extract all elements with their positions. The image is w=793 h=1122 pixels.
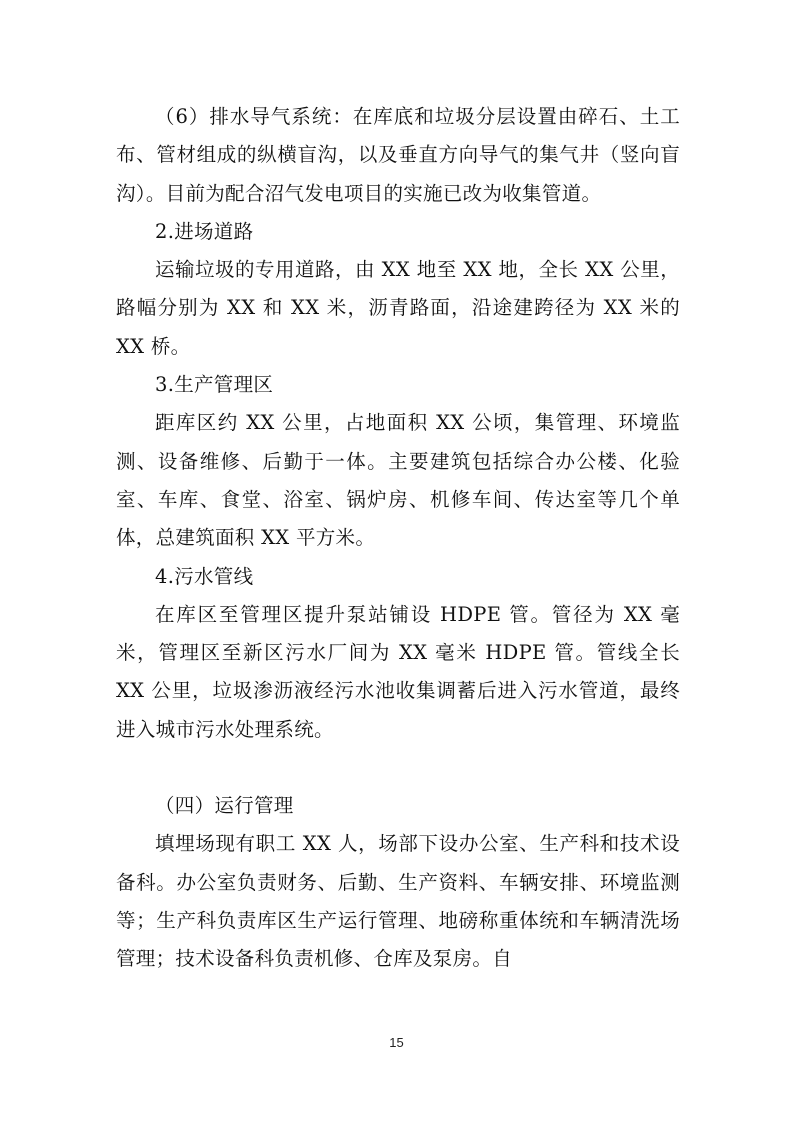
heading-sewage-pipeline: 4.污水管线 — [155, 564, 254, 588]
paragraph-production-management-area: 距库区约 XX 公里，占地面积 XX 公顷，集管理、环境监测、设备维修、后勤于一体。主要建筑包括综合办公楼、化验室、车库、食堂、浴室、锅炉房、机修车间、传达室等几个单体，总建筑面积 XX 平方米。 — [116, 411, 680, 550]
heading-access-road: 2.进场道路 — [155, 219, 254, 243]
paragraph-operation-management: 填埋场现有职工 XX 人，场部下设办公室、生产科和技术设备科。办公室负责财务、后勤、生产资料、车辆安排、环境监测等；生产科负责库区生产运行管理、地磅称重体统和车辆清洗场管理；技术设备科负责机修、仓库及泵房。自 — [116, 832, 680, 971]
heading-operation-management: （四）运行管理 — [155, 794, 294, 818]
page-body — [116, 98, 680, 979]
heading-production-management-area: 3.生产管理区 — [155, 373, 274, 397]
paragraph-drainage-gas-system: （6）排水导气系统：在库底和垃圾分层设置由碎石、土工布、管材组成的纵横盲沟，以及垂直方向导气的集气井（竖向盲沟）。目前为配合沼气发电项目的实施已改为收集管道。 — [116, 105, 680, 205]
page-number: 15 — [389, 1035, 404, 1050]
paragraph-sewage-pipeline: 在库区至管理区提升泵站铺设 HDPE 管。管径为 XX 毫米，管理区至新区污水厂间为 XX 毫米 HDPE 管。管线全长 XX 公里，垃圾渗沥液经污水池收集调蓄后进入污水管道，最终进入城市污水处理系统。 — [116, 602, 680, 741]
section-spacer — [116, 749, 680, 787]
paragraph-access-road: 运输垃圾的专用道路，由 XX 地至 XX 地，全长 XX 公里，路幅分别为 XX 和 XX 米，沥青路面，沿途建跨径为 XX 米的 XX 桥。 — [116, 258, 680, 358]
